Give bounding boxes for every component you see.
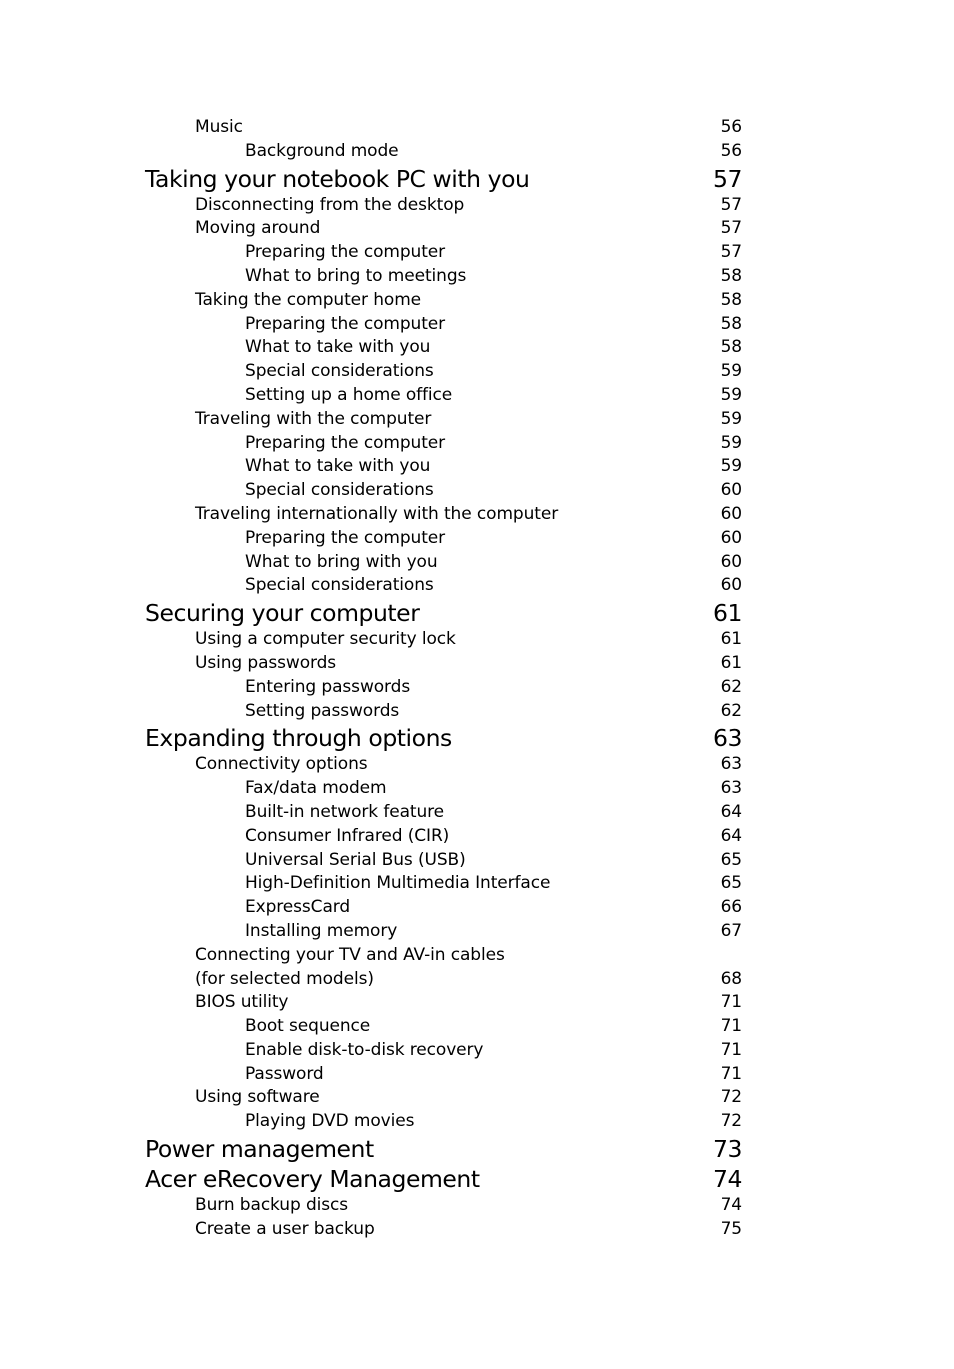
toc-entry-page-number: 56 <box>720 117 742 137</box>
toc-entry-page-number: 71 <box>720 992 742 1013</box>
toc-entry-page-number: 63 <box>720 754 742 775</box>
toc-section-entry[interactable] <box>145 920 742 944</box>
toc-entry-title: Acer eRecovery Management <box>145 1165 480 1194</box>
toc-entry-page-number: 60 <box>720 527 742 548</box>
toc-entry-title: Installing memory <box>245 920 398 941</box>
toc-entry-title: Using passwords <box>195 652 337 673</box>
toc-entry-title: Special considerations <box>245 575 434 596</box>
toc-section-entry[interactable] <box>145 336 742 360</box>
toc-section-entry[interactable] <box>145 574 742 598</box>
toc-entry-title: Securing your computer <box>145 599 420 628</box>
toc-entry-page-number: 58 <box>720 313 742 334</box>
toc-section-entry[interactable] <box>145 628 742 652</box>
toc-entry-page-number: 66 <box>720 897 742 918</box>
toc-section-entry[interactable] <box>145 313 742 337</box>
toc-entry-page-number: 64 <box>720 825 742 846</box>
toc-entry-page-number: 62 <box>720 676 742 697</box>
toc-entry-title: Background mode <box>245 140 399 161</box>
toc-entry-title: Preparing the computer <box>245 432 446 453</box>
toc-section-entry[interactable] <box>145 1110 742 1134</box>
toc-entry-title: What to bring with you <box>245 551 438 572</box>
toc-entry-title: Entering passwords <box>245 676 411 697</box>
toc-entry-page-number: 65 <box>720 849 742 870</box>
toc-entry-title: Universal Serial Bus (USB) <box>245 849 466 870</box>
toc-entry-page-number: 74 <box>712 1165 742 1194</box>
toc-entry-title: Expanding through options <box>145 724 452 753</box>
toc-entry-title: Create a user backup <box>195 1218 375 1239</box>
toc-entry-page-number: 59 <box>720 384 742 405</box>
toc-chapter-entry[interactable] <box>145 598 742 628</box>
toc-entry-page-number: 60 <box>720 503 742 524</box>
toc-entry-title: Password <box>245 1063 324 1084</box>
toc-section-entry[interactable] <box>145 289 742 313</box>
toc-entry-title: Boot sequence <box>245 1016 371 1037</box>
toc-entry-page-number: 57 <box>720 242 742 263</box>
toc-section-entry[interactable] <box>145 968 742 992</box>
toc-entry-title: Preparing the computer <box>245 242 446 263</box>
toc-section-entry[interactable] <box>145 825 742 849</box>
toc-entry-page-number: 57 <box>720 218 742 239</box>
toc-entry-title: Enable disk-to-disk recovery <box>245 1039 484 1060</box>
toc-entry-page-number: 60 <box>720 480 742 501</box>
toc-entry-title: Consumer Infrared (CIR) <box>245 825 450 846</box>
toc-section-entry[interactable] <box>145 217 742 241</box>
toc-entry-page-number: 58 <box>720 289 742 310</box>
toc-entry-title: Taking your notebook PC with you <box>145 164 530 193</box>
toc-section-entry[interactable] <box>145 551 742 575</box>
toc-section-entry[interactable] <box>145 753 742 777</box>
toc-entry-title: Power management <box>145 1135 374 1164</box>
toc-section-entry[interactable] <box>145 1218 742 1242</box>
toc-entry-title: Using a computer security lock <box>195 629 456 650</box>
toc-section-entry[interactable] <box>145 479 742 503</box>
toc-entry-page-number: 59 <box>720 456 742 477</box>
toc-entry-title: Setting up a home office <box>245 384 453 405</box>
toc-entry-title: Traveling with the computer <box>195 408 432 429</box>
toc-section-entry[interactable] <box>145 1063 742 1087</box>
toc-entry-title: What to bring to meetings <box>245 265 467 286</box>
toc-entry-page-number: 57 <box>712 164 742 193</box>
toc-entry-title: Preparing the computer <box>245 527 446 548</box>
toc-entry-page-number: 71 <box>720 1016 742 1037</box>
toc-section-entry[interactable] <box>145 944 742 968</box>
toc-entry-title: Special considerations <box>245 480 434 501</box>
toc-section-entry[interactable] <box>145 1015 742 1039</box>
toc-section-entry[interactable] <box>145 408 742 432</box>
toc-section-entry[interactable] <box>145 676 742 700</box>
toc-entry-title: Moving around <box>195 218 321 239</box>
toc-section-entry[interactable] <box>145 432 742 456</box>
toc-section-entry[interactable] <box>145 777 742 801</box>
table-of-contents <box>145 116 742 1242</box>
toc-entry-page-number: 68 <box>720 968 742 989</box>
toc-section-entry[interactable] <box>145 849 742 873</box>
toc-entry-page-number: 64 <box>720 801 742 822</box>
toc-entry-title: Burn backup discs <box>195 1195 349 1216</box>
toc-section-entry[interactable] <box>145 1194 742 1218</box>
toc-section-entry[interactable] <box>145 527 742 551</box>
toc-section-entry[interactable] <box>145 700 742 724</box>
toc-entry-page-number: 63 <box>720 778 742 799</box>
toc-entry-title: Setting passwords <box>245 700 400 721</box>
toc-entry-page-number: 60 <box>720 575 742 596</box>
toc-section-entry[interactable] <box>145 194 742 218</box>
toc-chapter-entry[interactable] <box>145 164 742 194</box>
toc-entry-page-number: 61 <box>712 599 742 628</box>
toc-entry-page-number: 60 <box>720 551 742 572</box>
toc-section-entry[interactable] <box>145 872 742 896</box>
toc-entry-title: Preparing the computer <box>245 313 446 334</box>
toc-entry-title: What to take with you <box>245 456 431 477</box>
toc-section-entry[interactable] <box>145 991 742 1015</box>
toc-entry-page-number: 65 <box>720 873 742 894</box>
toc-entry-page-number: 74 <box>720 1195 742 1216</box>
toc-entry-title: Music <box>195 117 243 137</box>
toc-section-entry[interactable] <box>145 384 742 408</box>
toc-entry-page-number: 71 <box>720 1039 742 1060</box>
toc-entry-title: Connecting your TV and AV-in cables <box>195 944 505 965</box>
toc-section-entry[interactable] <box>145 116 742 140</box>
toc-entry-page-number: 75 <box>720 1218 742 1239</box>
toc-entry-page-number: 61 <box>720 629 742 650</box>
toc-section-entry[interactable] <box>145 1039 742 1063</box>
toc-entry-title: Disconnecting from the desktop <box>195 194 465 215</box>
toc-entry-page-number: 59 <box>720 408 742 429</box>
toc-entry-page-number: 58 <box>720 265 742 286</box>
toc-entry-title: Connectivity options <box>195 754 368 775</box>
toc-entry-title: Taking the computer home <box>195 289 422 310</box>
toc-entry-page-number: 73 <box>712 1135 742 1164</box>
toc-entry-page-number: 56 <box>720 140 742 161</box>
toc-entry-page-number: 59 <box>720 361 742 382</box>
toc-section-entry[interactable] <box>145 265 742 289</box>
toc-section-entry[interactable] <box>145 140 742 164</box>
toc-section-entry[interactable] <box>145 503 742 527</box>
toc-entry-page-number: 72 <box>720 1087 742 1108</box>
toc-entry-page-number: 57 <box>720 194 742 215</box>
toc-entry-page-number: 72 <box>720 1111 742 1132</box>
toc-entry-title: Special considerations <box>245 361 434 382</box>
toc-section-entry[interactable] <box>145 1086 742 1110</box>
toc-section-entry[interactable] <box>145 896 742 920</box>
toc-section-entry[interactable] <box>145 652 742 676</box>
toc-entry-title: BIOS utility <box>195 992 289 1013</box>
toc-entry-title: Traveling internationally with the computer <box>195 503 559 524</box>
toc-entry-page-number: 67 <box>720 920 742 941</box>
toc-entry-title: Fax/data modem <box>245 778 387 799</box>
toc-entry-title: High-Definition Multimedia Interface <box>245 873 551 894</box>
toc-entry-title: Built-in network feature <box>245 801 445 822</box>
toc-entry-page-number: 62 <box>720 700 742 721</box>
toc-entry-page-number: 71 <box>720 1063 742 1084</box>
toc-section-entry[interactable] <box>145 801 742 825</box>
toc-entry-page-number: 59 <box>720 432 742 453</box>
toc-entry-title: What to take with you <box>245 337 431 358</box>
toc-entry-title: Playing DVD movies <box>245 1111 415 1132</box>
toc-entry-page-number: 61 <box>720 652 742 673</box>
toc-entry-title: Using software <box>195 1087 320 1108</box>
toc-entry-title: ExpressCard <box>245 897 351 918</box>
toc-entry-title: (for selected models) <box>195 968 374 989</box>
toc-chapter-entry[interactable] <box>145 1134 742 1164</box>
toc-chapter-entry[interactable] <box>145 1164 742 1194</box>
toc-section-entry[interactable] <box>145 360 742 384</box>
toc-section-entry[interactable] <box>145 455 742 479</box>
toc-chapter-entry[interactable] <box>145 723 742 753</box>
toc-entry-page-number: 63 <box>712 724 742 753</box>
toc-section-entry[interactable] <box>145 241 742 265</box>
toc-entry-page-number: 58 <box>720 337 742 358</box>
